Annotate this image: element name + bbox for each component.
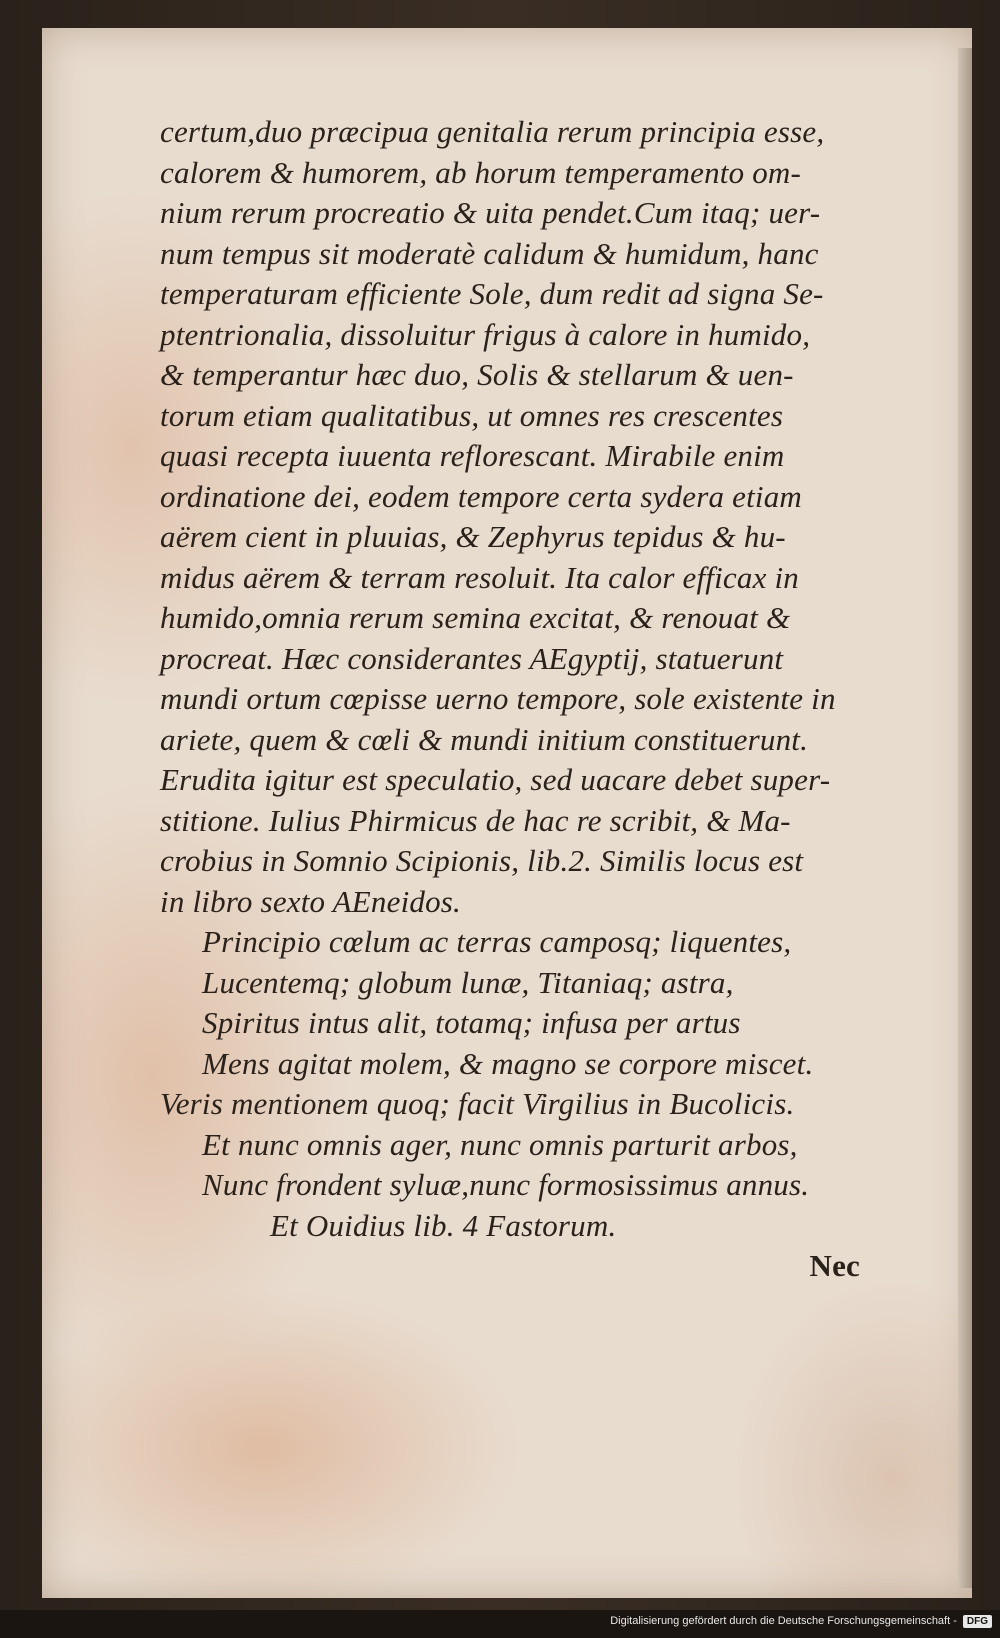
text-line: aërem cient in pluuias, & Zephyrus tepidus & hu-	[160, 519, 786, 554]
footer-text: Digitalisierung gefördert durch die Deutsche Forschungsgemeinschaft -	[610, 1615, 957, 1627]
closing-line: Et Ouidius lib. 4 Fastorum.	[270, 1207, 617, 1243]
text-line: Erudita igitur est speculatio, sed uacare debet super-	[160, 762, 831, 797]
verse-line: Mens agitat molem, & magno se corpore miscet.	[202, 1045, 814, 1081]
text-line: mundi ortum cœpisse uerno tempore, sole existente in	[160, 681, 836, 716]
verse-line: Lucentemq; globum lunæ, Titaniaq; astra,	[202, 964, 734, 1000]
text-line: temperaturam efficiente Sole, dum redit ad signa Se-	[160, 276, 824, 311]
page-text	[160, 112, 860, 1287]
text-line: in libro sexto AEneidos.	[160, 883, 461, 919]
verse-line: Principio cœlum ac terras camposq; liquentes,	[202, 924, 792, 959]
verse-line: Et nunc omnis ager, nunc omnis parturit arbos,	[202, 1126, 798, 1162]
digitization-footer	[610, 1610, 992, 1632]
verse-line: Nunc frondent syluæ,nunc formosissimus annus.	[202, 1167, 810, 1202]
text-line: torum etiam qualitatibus, ut omnes res crescentes	[160, 397, 784, 433]
catchword: Nec	[809, 1248, 860, 1283]
text-line: stitione. Iulius Phirmicus de hac re scribit, & Ma-	[160, 802, 791, 838]
text-line: procreat. Hæc considerantes AEgyptij, statuerunt	[160, 640, 784, 676]
text-line: ariete, quem & cœli & mundi initium constituerunt.	[160, 721, 809, 757]
text-line: midus aërem & terram resoluit. Ita calor efficax in	[160, 559, 800, 595]
text-line: humido,omnia rerum semina excitat, & renouat &	[160, 600, 791, 635]
verse-line: Spiritus intus alit, totamq; infusa per artus	[202, 1005, 741, 1040]
text-line: nium rerum procreatio & uita pendet.Cum itaq; uer-	[160, 195, 821, 230]
text-line: calorem & humorem, ab horum temperamento om-	[160, 154, 802, 190]
text-line: crobius in Somnio Scipionis, lib.2. Similis locus est	[160, 843, 804, 878]
verse-intro: Veris mentionem quoq; facit Virgilius in Bucolicis.	[160, 1086, 795, 1121]
text-line: certum,duo præcipua genitalia rerum principia esse,	[160, 114, 825, 149]
text-line: quasi recepta iuuenta reflorescant. Mirabile enim	[160, 438, 785, 473]
text-line: & temperantur hæc duo, Solis & stellarum & uen-	[160, 357, 794, 392]
text-line: ptentrionalia, dissoluitur frigus à calore in humido,	[160, 316, 811, 352]
dfg-logo: DFG	[963, 1615, 992, 1628]
page-edge	[958, 48, 972, 1588]
text-line: ordinatione dei, eodem tempore certa sydera etiam	[160, 478, 802, 514]
text-line: num tempus sit moderatè calidum & humidum, hanc	[160, 235, 819, 271]
